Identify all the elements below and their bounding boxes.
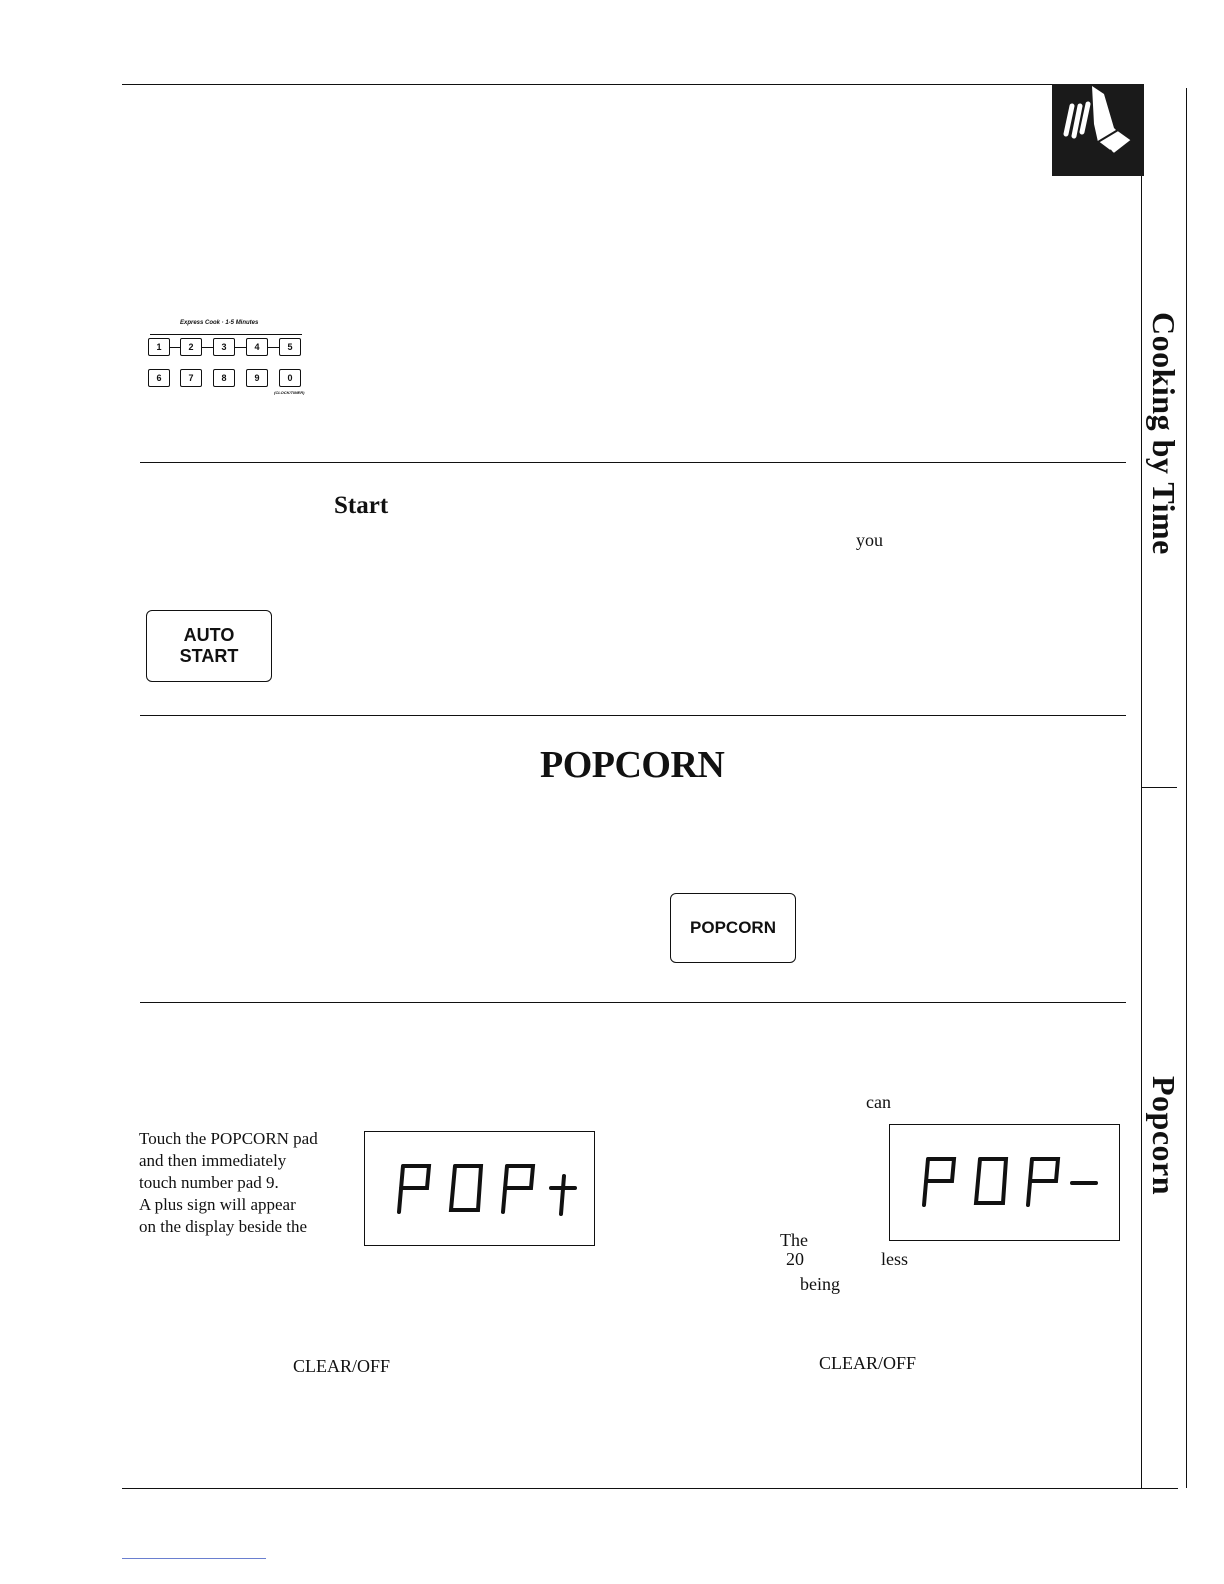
side-tab-popcorn: Popcorn [1146,1076,1182,1196]
number-pad-3[interactable]: 3 [213,338,235,356]
top-rule [122,84,1144,85]
auto-start-button-line1: AUTO [183,625,235,646]
section-rule-1 [140,462,1126,463]
clear-off-label-right: CLEAR/OFF [819,1353,917,1373]
popcorn-plus-instructions [139,1128,363,1253]
keypad-connector [268,347,279,348]
auto-start-text-fragment: you [856,530,883,550]
hand-pressing-pad-icon [1052,84,1144,176]
number-pad-9[interactable]: 9 [246,369,268,387]
adjust-fragment-20: 20 [786,1249,804,1269]
keypad-zero-sublabel: (CLOCK/TIMER) [274,390,305,395]
adjust-fragment-can: can [866,1092,891,1112]
instruction-line: Touch the POPCORN pad [139,1129,318,1148]
side-tab-cooking-by-time: Cooking by Time [1146,312,1182,555]
popcorn-heading: POPCORN [540,744,725,786]
keypad-connector [170,347,180,348]
auto-start-button-line2: START [179,646,239,666]
auto-start-button[interactable] [146,610,272,682]
popcorn-minus-display [889,1124,1120,1241]
adjust-fragment-being: being [800,1274,840,1294]
pop-plus-segments [365,1132,593,1244]
number-pad-2[interactable]: 2 [180,338,202,356]
popcorn-button[interactable]: POPCORN [670,893,796,963]
clear-off-label-left: CLEAR/OFF [293,1356,391,1376]
pop-minus-segments [890,1125,1118,1239]
auto-start-heading: Start [334,492,389,519]
bottom-rule [122,1488,1178,1489]
instruction-line: and then immediately [139,1151,287,1170]
keypad-connector [202,347,213,348]
section-rule-2 [140,715,1126,716]
section-rule-3 [140,1002,1126,1003]
number-pad-8[interactable]: 8 [213,369,235,387]
keypad-connector [235,347,246,348]
right-edge-rule [1186,88,1187,1488]
instruction-line: touch number pad 9. [139,1173,279,1192]
keypad-caption-rule [150,334,302,335]
number-pad-1[interactable]: 1 [148,338,170,356]
number-pad-5[interactable]: 5 [279,338,301,356]
number-pad-4[interactable]: 4 [246,338,268,356]
number-pad-0[interactable]: 0 [279,369,301,387]
number-pad-7[interactable]: 7 [180,369,202,387]
sidebar-tab-separator [1141,787,1177,788]
popcorn-plus-display [364,1131,595,1246]
adjust-fragment-the: The [780,1230,808,1250]
adjust-fragment-less: less [881,1249,908,1269]
footer-link-underline [122,1558,266,1559]
keypad-caption: Express Cook · 1-5 Minutes [180,320,259,326]
number-pad-6[interactable]: 6 [148,369,170,387]
instruction-line: A plus sign will appear [139,1195,296,1214]
instruction-line: on the display beside the [139,1217,308,1236]
